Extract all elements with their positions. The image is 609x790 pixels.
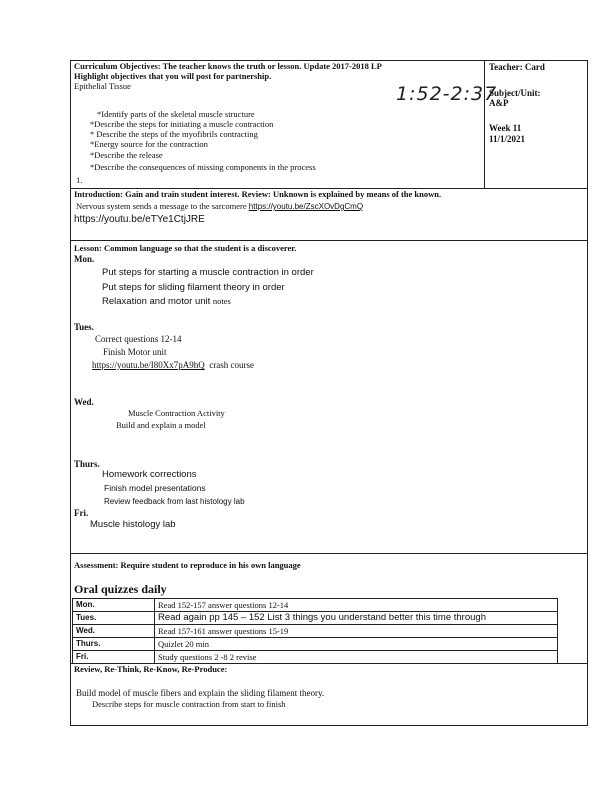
- mon-item: Put steps for starting a muscle contraction in order: [102, 267, 314, 278]
- objective-item: * Describe the steps of the myofibrils contracting: [90, 129, 258, 139]
- table-row: [73, 599, 558, 612]
- quiz-day: Thurs.: [73, 638, 155, 651]
- objective-item: *Describe the release: [90, 150, 163, 160]
- lesson-divider: [70, 553, 588, 554]
- tues-video-link[interactable]: https://youtu.be/I80Xx7pA9hQ: [92, 360, 205, 370]
- subject-value: A&P: [489, 98, 509, 108]
- date-label: 11/1/2021: [489, 134, 526, 144]
- quiz-task: Study questions 2 -8 2 revise: [155, 651, 558, 664]
- intro-video-link-1[interactable]: https://youtu.be/ZscXOvDgCmQ: [248, 202, 364, 211]
- tissue-label: Epithelial Tissue: [74, 81, 131, 91]
- table-row: [73, 651, 558, 664]
- day-mon: Mon.: [74, 254, 95, 264]
- objective-number: 1.: [76, 175, 83, 185]
- mon-item: [102, 297, 231, 308]
- tues-link-suffix: crash course: [209, 360, 254, 370]
- thurs-item: Review feedback from last histology lab: [104, 497, 245, 506]
- intro-text-body: Nervous system sends a message to the sarcomere: [76, 201, 249, 211]
- mon-notes: notes: [212, 296, 231, 306]
- wed-item: Build and explain a model: [116, 420, 206, 430]
- day-thurs: Thurs.: [74, 459, 100, 469]
- fri-item: Muscle histology lab: [90, 519, 176, 530]
- header-column-divider: [484, 60, 485, 188]
- quiz-day: Wed.: [73, 625, 155, 638]
- objective-item: *Describe the consequences of missing components in the process: [90, 162, 316, 172]
- intro-video-link-2[interactable]: https://youtu.be/eTYe1CtjJRE: [74, 214, 205, 225]
- quiz-day: Mon.: [73, 599, 155, 612]
- mon-item-text: Relaxation and motor unit: [102, 296, 211, 307]
- objective-item: *Energy source for the contraction: [90, 139, 208, 149]
- mon-item: Put steps for sliding filament theory in order: [102, 282, 285, 293]
- quiz-task: Read again pp 145 – 152 List 3 things you understand better this time through: [155, 612, 558, 625]
- tues-item: Finish Motor unit: [103, 347, 167, 357]
- review-item: Describe steps for muscle contraction from start to finish: [92, 699, 286, 709]
- thurs-item: Finish model presentations: [104, 483, 206, 493]
- teacher-label: Teacher: Card: [489, 62, 545, 72]
- table-row: [73, 612, 558, 625]
- week-label: Week 11: [489, 123, 522, 133]
- objectives-title: Curriculum Objectives: The teacher knows the truth or lesson. Update 2017-2018 LP: [74, 61, 382, 71]
- table-row: [73, 625, 558, 638]
- objective-item: *Identify parts of the skeletal muscle structure: [97, 109, 255, 119]
- tues-link-line: [92, 360, 254, 370]
- review-title: Review, Re-Think, Re-Know, Re-Produce:: [74, 664, 228, 674]
- wed-item: Muscle Contraction Activity: [128, 408, 225, 418]
- intro-divider: [70, 240, 588, 241]
- day-fri: Fri.: [74, 508, 89, 518]
- table-row: [73, 638, 558, 651]
- tues-item: Correct questions 12-14: [95, 334, 182, 344]
- quiz-task: Read 157-161 answer questions 15-19: [155, 625, 558, 638]
- quiz-day: Tues.: [73, 612, 155, 625]
- quiz-day: Fri.: [73, 651, 155, 664]
- assessment-title: Assessment: Require student to reproduce in his own language: [74, 560, 301, 570]
- review-item: Build model of muscle fibers and explain the sliding filament theory.: [76, 688, 325, 698]
- intro-text: [76, 202, 363, 212]
- handwritten-time: 1:52-2:37: [396, 83, 498, 105]
- daily-quiz-table: [72, 598, 558, 664]
- objective-item: *Describe the steps for initiating a muscle contraction: [90, 119, 274, 129]
- thurs-item: Homework corrections: [102, 469, 197, 480]
- oral-quizzes-heading: Oral quizzes daily: [74, 582, 167, 596]
- day-wed: Wed.: [74, 397, 94, 407]
- quiz-task: Quizlet 20 min: [155, 638, 558, 651]
- lesson-title: Lesson: Common language so that the student is a discoverer.: [74, 243, 297, 253]
- subject-label: Subject/Unit:: [489, 88, 541, 98]
- highlight-note: Highlight objectives that you will post for partnership.: [74, 71, 272, 81]
- quiz-task: Read 152-157 answer questions 12-14: [155, 599, 558, 612]
- intro-title: Introduction: Gain and train student interest. Review: Unknown is explained by means of the known.: [74, 189, 442, 199]
- day-tues: Tues.: [74, 322, 94, 332]
